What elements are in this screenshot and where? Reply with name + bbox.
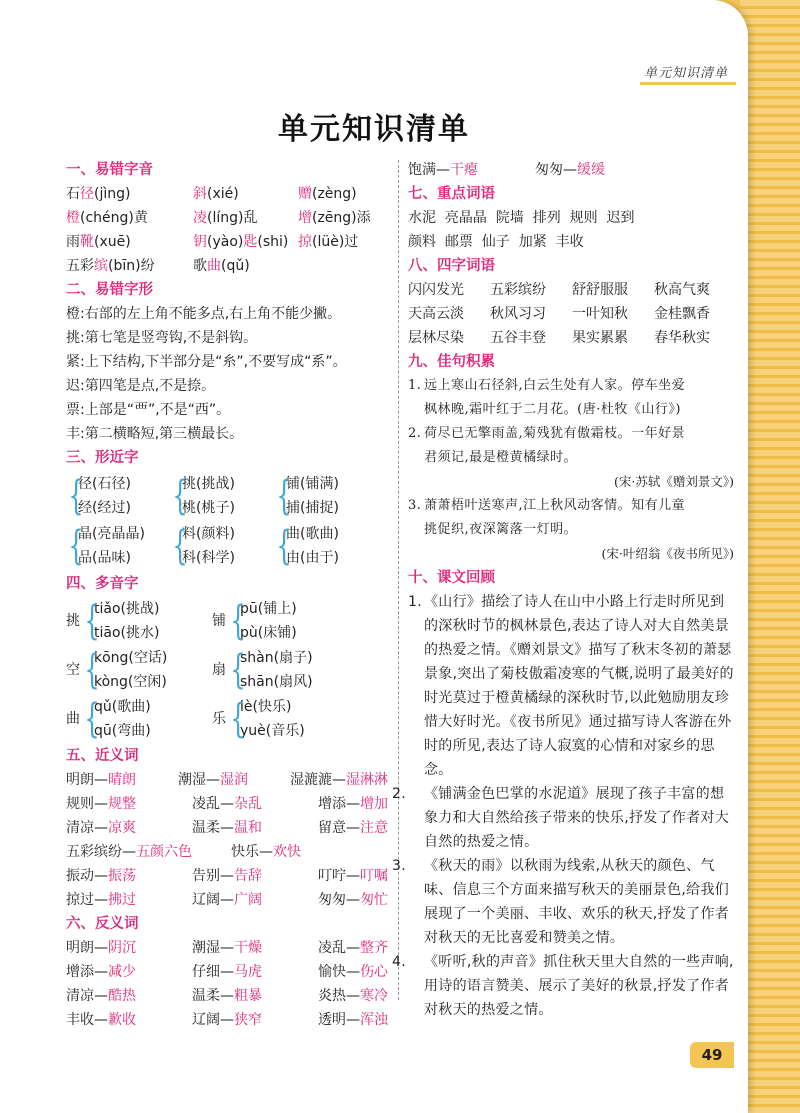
section-title: 四、多音字: [66, 576, 139, 592]
antonym-row: 饱满—干瘪 匆匆—缓缓: [408, 162, 605, 178]
pinyin-row: 橙(chéng)黄 凌(líng)乱 增(zēng)添: [66, 210, 371, 226]
antonym-row: 明朗—阴沉 潮湿—干燥 凌乱—整齐: [66, 940, 388, 956]
synonym-row: 规则—规整 凌乱—杂乱 增添—增加: [66, 796, 388, 812]
verse-line: 3. 萧萧梧叶送寒声,江上秋风动客情。知有儿童: [408, 498, 686, 513]
section-title: 三、形近字: [66, 450, 139, 466]
synonym-row: 掠过—拂过 辽阔—广阔 匆匆—匆忙: [66, 892, 388, 908]
brace-icon: {: [84, 598, 100, 644]
pinyin-row: 雨靴(xuē) 钥(yào)匙(shi) 掠(lüè)过: [66, 234, 359, 250]
page-stack-edge: [740, 0, 800, 1113]
brace-icon: {: [84, 647, 100, 693]
word-row: 水泥 亮晶晶 院墙 排列 规则 迟到: [408, 210, 635, 226]
review-paragraph: 3. 《秋天的雨》以秋雨为线索,从秋天的颜色、气味、信息三个方面来描写秋天的美丽景色,给我们展现了一个美丽、丰收、欢乐的秋天,抒发了作者对秋天的无比喜爱和赞美之情。: [392, 858, 730, 946]
idiom-row: 层林尽染 五谷丰登 果实累累 春华秋实: [408, 330, 710, 346]
section-title: 五、近义词: [66, 748, 139, 764]
section-title: 二、易错字形: [66, 282, 153, 298]
brace-icon: {: [84, 696, 100, 742]
verse-line: 1. 远上寒山石径斜,白云生处有人家。停车坐爱: [408, 378, 686, 393]
brace-icon: {: [172, 473, 188, 519]
similar-char-group: { 晶(亮晶晶) 品(品味) { 料(颜料) 科(科学) { 曲(歌曲) 由(由于): [68, 523, 339, 569]
section-title: 十、课文回顾: [408, 570, 495, 586]
brace-icon: {: [276, 473, 292, 519]
verse-line: 2. 荷尽已无擎雨盖,菊残犹有傲霜枝。一年好景: [408, 426, 686, 441]
running-header: 单元知识清单: [644, 62, 728, 81]
word-row: 颜料 邮票 仙子 加紧 丰收: [408, 234, 584, 250]
synonym-row: 五彩缤纷—五颜六色 快乐—欢快: [66, 844, 301, 860]
brace-icon: {: [276, 523, 292, 569]
page-title: 单元知识清单: [278, 112, 470, 147]
section-title: 六、反义词: [66, 916, 139, 932]
antonym-row: 增添—减少 仔细—马虎 愉快—伤心: [66, 964, 388, 980]
brace-icon: {: [230, 647, 246, 693]
review-paragraph: 2. 《铺满金色巴掌的水泥道》展现了孩子丰富的想象力和大自然给孩子带来的快乐,抒发了作者对大自然的热爱之情。: [392, 786, 730, 850]
polyphone-group: 空 { kōng(空话) kòng(空闲) 扇 { shàn(扇子) shān(扇风): [66, 647, 313, 693]
pinyin-row: 石径(jìng) 斜(xié) 赠(zèng): [66, 186, 357, 202]
text-line: 橙:右部的左上角不能多点,右上角不能少撇。: [66, 306, 342, 322]
synonym-row: 清凉—凉爽 温柔—温和 留意—注意: [66, 820, 388, 836]
review-paragraph: 1. 《山行》描绘了诗人在山中小路上行走时所见到的深秋时节的枫林景色,表达了诗人对大自然美景的热爱之情。《赠刘景文》描写了秋末冬初的萧瑟景象,突出了菊枝傲霜凌寒的气概,说明了最美好的时光莫过于橙黄橘绿的深秋时节,以此勉励朋友珍惜大好时光。《夜书所见》通过描写诗人客游在外时的所见,表达了诗人寂寞的心情和对家乡的思念。: [408, 594, 734, 778]
brace-icon: {: [68, 523, 84, 569]
brace-icon: {: [172, 523, 188, 569]
text-line: 票:上部是“覀”,不是“西”。: [66, 402, 231, 418]
page-number: 49: [690, 1042, 734, 1068]
synonym-row: 振动—振荡 告别—告辞 叮咛—叮嘱: [66, 868, 388, 884]
antonym-row: 丰收—歉收 辽阔—狭窄 透明—浑浊: [66, 1012, 388, 1028]
synonym-row: 明朗—晴朗 潮湿—湿润 湿漉漉—湿淋淋: [66, 772, 388, 788]
left-column: [66, 158, 388, 1032]
polyphone-group: 挑 { tiǎo(挑战) tiāo(挑水) 铺 { pū(铺上) pù(床铺): [66, 598, 297, 644]
brace-icon: {: [230, 598, 246, 644]
pinyin-row: 五彩缤(bīn)纷 歌曲(qǔ): [66, 258, 250, 274]
antonym-row: 清凉—酷热 温柔—粗暴 炎热—寒冷: [66, 988, 388, 1004]
text-line: 迟:第四笔是点,不是捺。: [66, 378, 216, 394]
brace-icon: {: [230, 696, 246, 742]
text-line: 挑:第七笔是竖弯钩,不是斜钩。: [66, 330, 258, 346]
idiom-row: 闪闪发光 五彩缤纷 舒舒服服 秋高气爽: [408, 282, 710, 298]
section-title: 一、易错字音: [66, 162, 153, 178]
verse-source: (宋·叶绍翁《夜书所见》): [601, 546, 734, 561]
section-title: 八、四字词语: [408, 258, 495, 274]
verse-line: 枫林晚,霜叶红于二月花。(唐·杜牧《山行》): [424, 402, 681, 417]
verse-line: 君须记,最是橙黄橘绿时。: [424, 450, 578, 465]
section-title: 九、佳句积累: [408, 354, 495, 370]
text-line: 紧:上下结构,下半部分是“糸”,不要写成“系”。: [66, 354, 347, 370]
section-title: 七、重点词语: [408, 186, 495, 202]
verse-source: (宋·苏轼《赠刘景文》): [614, 474, 734, 489]
polyphone-group: 曲 { qǔ(歌曲) qū(弯曲) 乐 { lè(快乐) yuè(音乐): [66, 696, 305, 742]
similar-char-group: { 径(石径) 经(经过) { 挑(挑战) 桃(桃子) { 铺(铺满) 捕(捕捉): [68, 473, 339, 519]
idiom-row: 天高云淡 秋风习习 一叶知秋 金桂飘香: [408, 306, 710, 322]
right-column: [392, 158, 734, 1022]
text-line: 丰:第二横略短,第三横最长。: [66, 426, 244, 442]
review-paragraph: 4. 《听听,秋的声音》抓住秋天里大自然的一些声响,用诗的语言赞美、展示了美好的秋景,抒发了作者对秋天的热爱之情。: [392, 954, 734, 1018]
brace-icon: {: [68, 473, 84, 519]
verse-line: 挑促织,夜深篱落一灯明。: [424, 522, 578, 537]
